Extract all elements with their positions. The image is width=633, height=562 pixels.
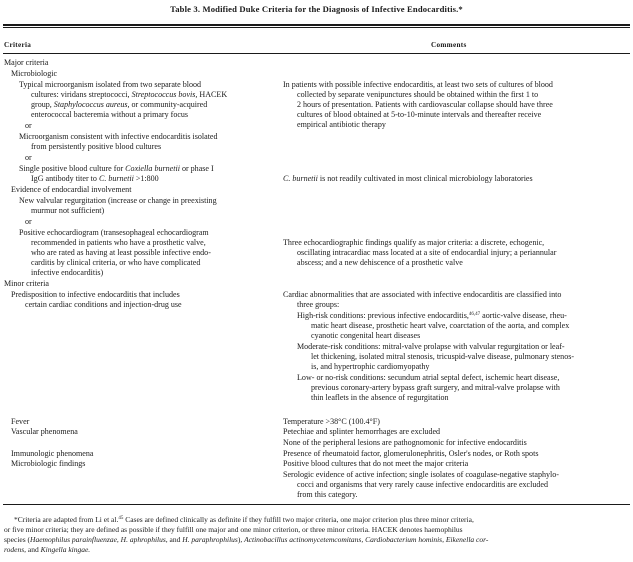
comment-line: is, and hypertrophic cardiomyopathy <box>311 362 430 371</box>
comment-line: cultures of blood obtained at 5-to-10-minute intervals and thereafter receive <box>297 110 542 119</box>
criteria-vascular: Vascular phenomena <box>11 427 78 436</box>
comment-line: collected by separate venipunctures should be obtained within the first 1 to <box>297 90 539 99</box>
comment-line: In patients with possible infective endocarditis, at least two sets of cultures of blood <box>283 80 553 89</box>
comment-text: aortic-valve disease, rheu- <box>482 311 567 320</box>
comments-header: Comments <box>431 41 467 49</box>
comment-line <box>297 311 567 321</box>
criteria-text-line: Microorganism consistent with infective endocarditis isolated <box>19 132 218 141</box>
comment-line: Temperature >38°C (100.4°F) <box>283 417 380 426</box>
criteria-endocardial: Evidence of endocardial involvement <box>11 185 132 194</box>
footnote-italic: Kingella kingae. <box>40 545 91 554</box>
comment-line: from this category. <box>297 490 358 499</box>
footnote-line: or five minor criteria; they are defined as possible if they fulfill one major and one minor criterion, or three minor criteria. HACEK denotes haemophilus <box>4 525 463 534</box>
criteria-or: or <box>25 217 32 226</box>
criteria-fever: Fever <box>11 417 30 426</box>
criteria-text-line: carditis by clinical criteria, or who have complicated <box>31 258 201 267</box>
comment-line: Low- or no-risk conditions: secundum atrial septal defect, ischemic heart disease, <box>297 373 560 382</box>
criteria-or: or <box>25 121 32 130</box>
comment-line: Presence of rheumatoid factor, glomerulonephritis, Osler's nodes, or Roth spots <box>283 449 539 458</box>
criteria-minor-heading: Minor criteria <box>4 279 49 288</box>
header-rule <box>3 53 630 54</box>
comment-line: cyanotic congenital heart diseases <box>311 331 421 340</box>
footnote-line <box>4 545 90 555</box>
criteria-major-heading: Major criteria <box>4 58 49 67</box>
comment-line: Cardiac abnormalities that are associated with infective endocarditis are classified into <box>283 290 562 299</box>
comment-line: three groups: <box>297 300 340 309</box>
table-title: Table 3. Modified Duke Criteria for the Diagnosis of Infective Endocarditis.* <box>170 4 463 14</box>
criteria-microbiologic-findings: Microbiologic findings <box>11 459 86 468</box>
criteria-text-line: Positive echocardiogram (transesophageal echocardiogram <box>19 228 209 237</box>
criteria-text-line: certain cardiac conditions and injection-drug use <box>25 300 182 309</box>
bottom-rule <box>3 504 630 505</box>
comment-line: oscillating intracardiac mass located at a site of endocardial injury; a periannular <box>297 248 557 257</box>
criteria-immunologic: Immunologic phenomena <box>11 449 94 458</box>
criteria-text-line: who are rated as having at least possible infective endo- <box>31 248 211 257</box>
citation-superscript: 46,47 <box>468 312 481 317</box>
criteria-text-line: Single positive blood culture for Coxiella burnetii or phase I <box>19 164 214 173</box>
comment-line: let thickening, isolated mitral stenosis, tricuspid-valve disease, pulmonary stenos- <box>311 352 575 361</box>
criteria-or: or <box>25 153 32 162</box>
footnote-line <box>14 515 474 525</box>
comment-line: Three echocardiographic findings qualify as major criteria: a discrete, echogenic, <box>283 238 545 247</box>
comment-line: thin leaflets in the absence of regurgitation <box>311 393 449 402</box>
top-rule <box>3 24 630 26</box>
comment-line: cocci and organisms that very rarely cause infective endocarditis are excluded <box>297 480 548 489</box>
criteria-text-line: from persistently positive blood cultures <box>31 142 162 151</box>
footnote-text: and <box>26 545 41 554</box>
footnote-text: Cases are defined clinically as definite if they fulfill two major criteria, one major criterion plus three minor criteria, <box>123 515 474 524</box>
footnote-text: *Criteria are adapted from Li et al. <box>14 515 119 524</box>
footnote-italic: rodens, <box>4 545 27 554</box>
criteria-text-line: recommended in patients who have a prosthetic valve, <box>31 238 206 247</box>
footnote-italic: Actinobacillus actinomycetemcomitans, Cardiobacterium hominis, Eikenella cor- <box>244 535 489 544</box>
comment-line: abscess; and a new dehiscence of a prosthetic valve <box>297 258 463 267</box>
criteria-text-line: New valvular regurgitation (increase or change in preexisting <box>19 196 217 205</box>
criteria-text-line: IgG antibody titer to C. burnetii >1:800 <box>31 174 159 183</box>
criteria-text-line: infective endocarditis) <box>31 268 104 277</box>
comment-line: Serologic evidence of active infection; single isolates of coagulase-negative staphylo- <box>283 470 559 479</box>
footnote-line <box>4 535 488 545</box>
comment-line: Petechiae and splinter hemorrhages are excluded <box>283 427 441 436</box>
comment-line: matic heart disease, prosthetic heart valve, coarctation of the aorta, and complex <box>311 321 570 330</box>
comment-line: Positive blood cultures that do not meet the major criteria <box>283 459 469 468</box>
criteria-text-line: group, Staphylococcus aureus, or community-acquired <box>31 100 208 109</box>
comment-text: High-risk conditions: previous infective endocarditis, <box>297 311 469 320</box>
comment-line: empirical antibiotic therapy <box>297 120 386 129</box>
criteria-text-line: Typical microorganism isolated from two separate blood <box>19 80 202 89</box>
criteria-text-line: Predisposition to infective endocarditis that includes <box>11 290 180 299</box>
criteria-text-line: murmur not sufficient) <box>31 206 105 215</box>
criteria-microbiologic: Microbiologic <box>11 69 58 78</box>
comment-line: 2 hours of presentation. Patients with cardiovascular collapse should have three <box>297 100 553 109</box>
top-rule-thin <box>3 27 630 28</box>
citation-superscript: 45 <box>118 516 124 521</box>
criteria-header: Criteria <box>4 41 32 49</box>
comment-line: Moderate-risk conditions: mitral-valve prolapse with valvular regurgitation or leaf- <box>297 342 565 351</box>
footnote-text: species ( <box>4 535 31 544</box>
comment-line: None of the peripheral lesions are pathognomonic for infective endocarditis <box>283 438 527 447</box>
criteria-text-line: enterococcal bacteremia without a primary focus <box>31 110 189 119</box>
footnote-italic: H. paraphrophilus <box>182 535 238 544</box>
criteria-text-line: cultures: viridans streptococci, Streptococcus bovis, HACEK <box>31 90 228 99</box>
footnote-text: and <box>167 535 183 544</box>
comment-line: C. burnetii is not readily cultivated in most clinical microbiology laboratories <box>283 174 533 183</box>
footnote-italic: Haemophilus parainfluenzae, H. aphrophilus, <box>30 535 168 544</box>
comment-line: previous coronary-artery bypass graft surgery, and mitral-valve prolapse with <box>311 383 560 392</box>
footnote-text: ), <box>237 535 245 544</box>
